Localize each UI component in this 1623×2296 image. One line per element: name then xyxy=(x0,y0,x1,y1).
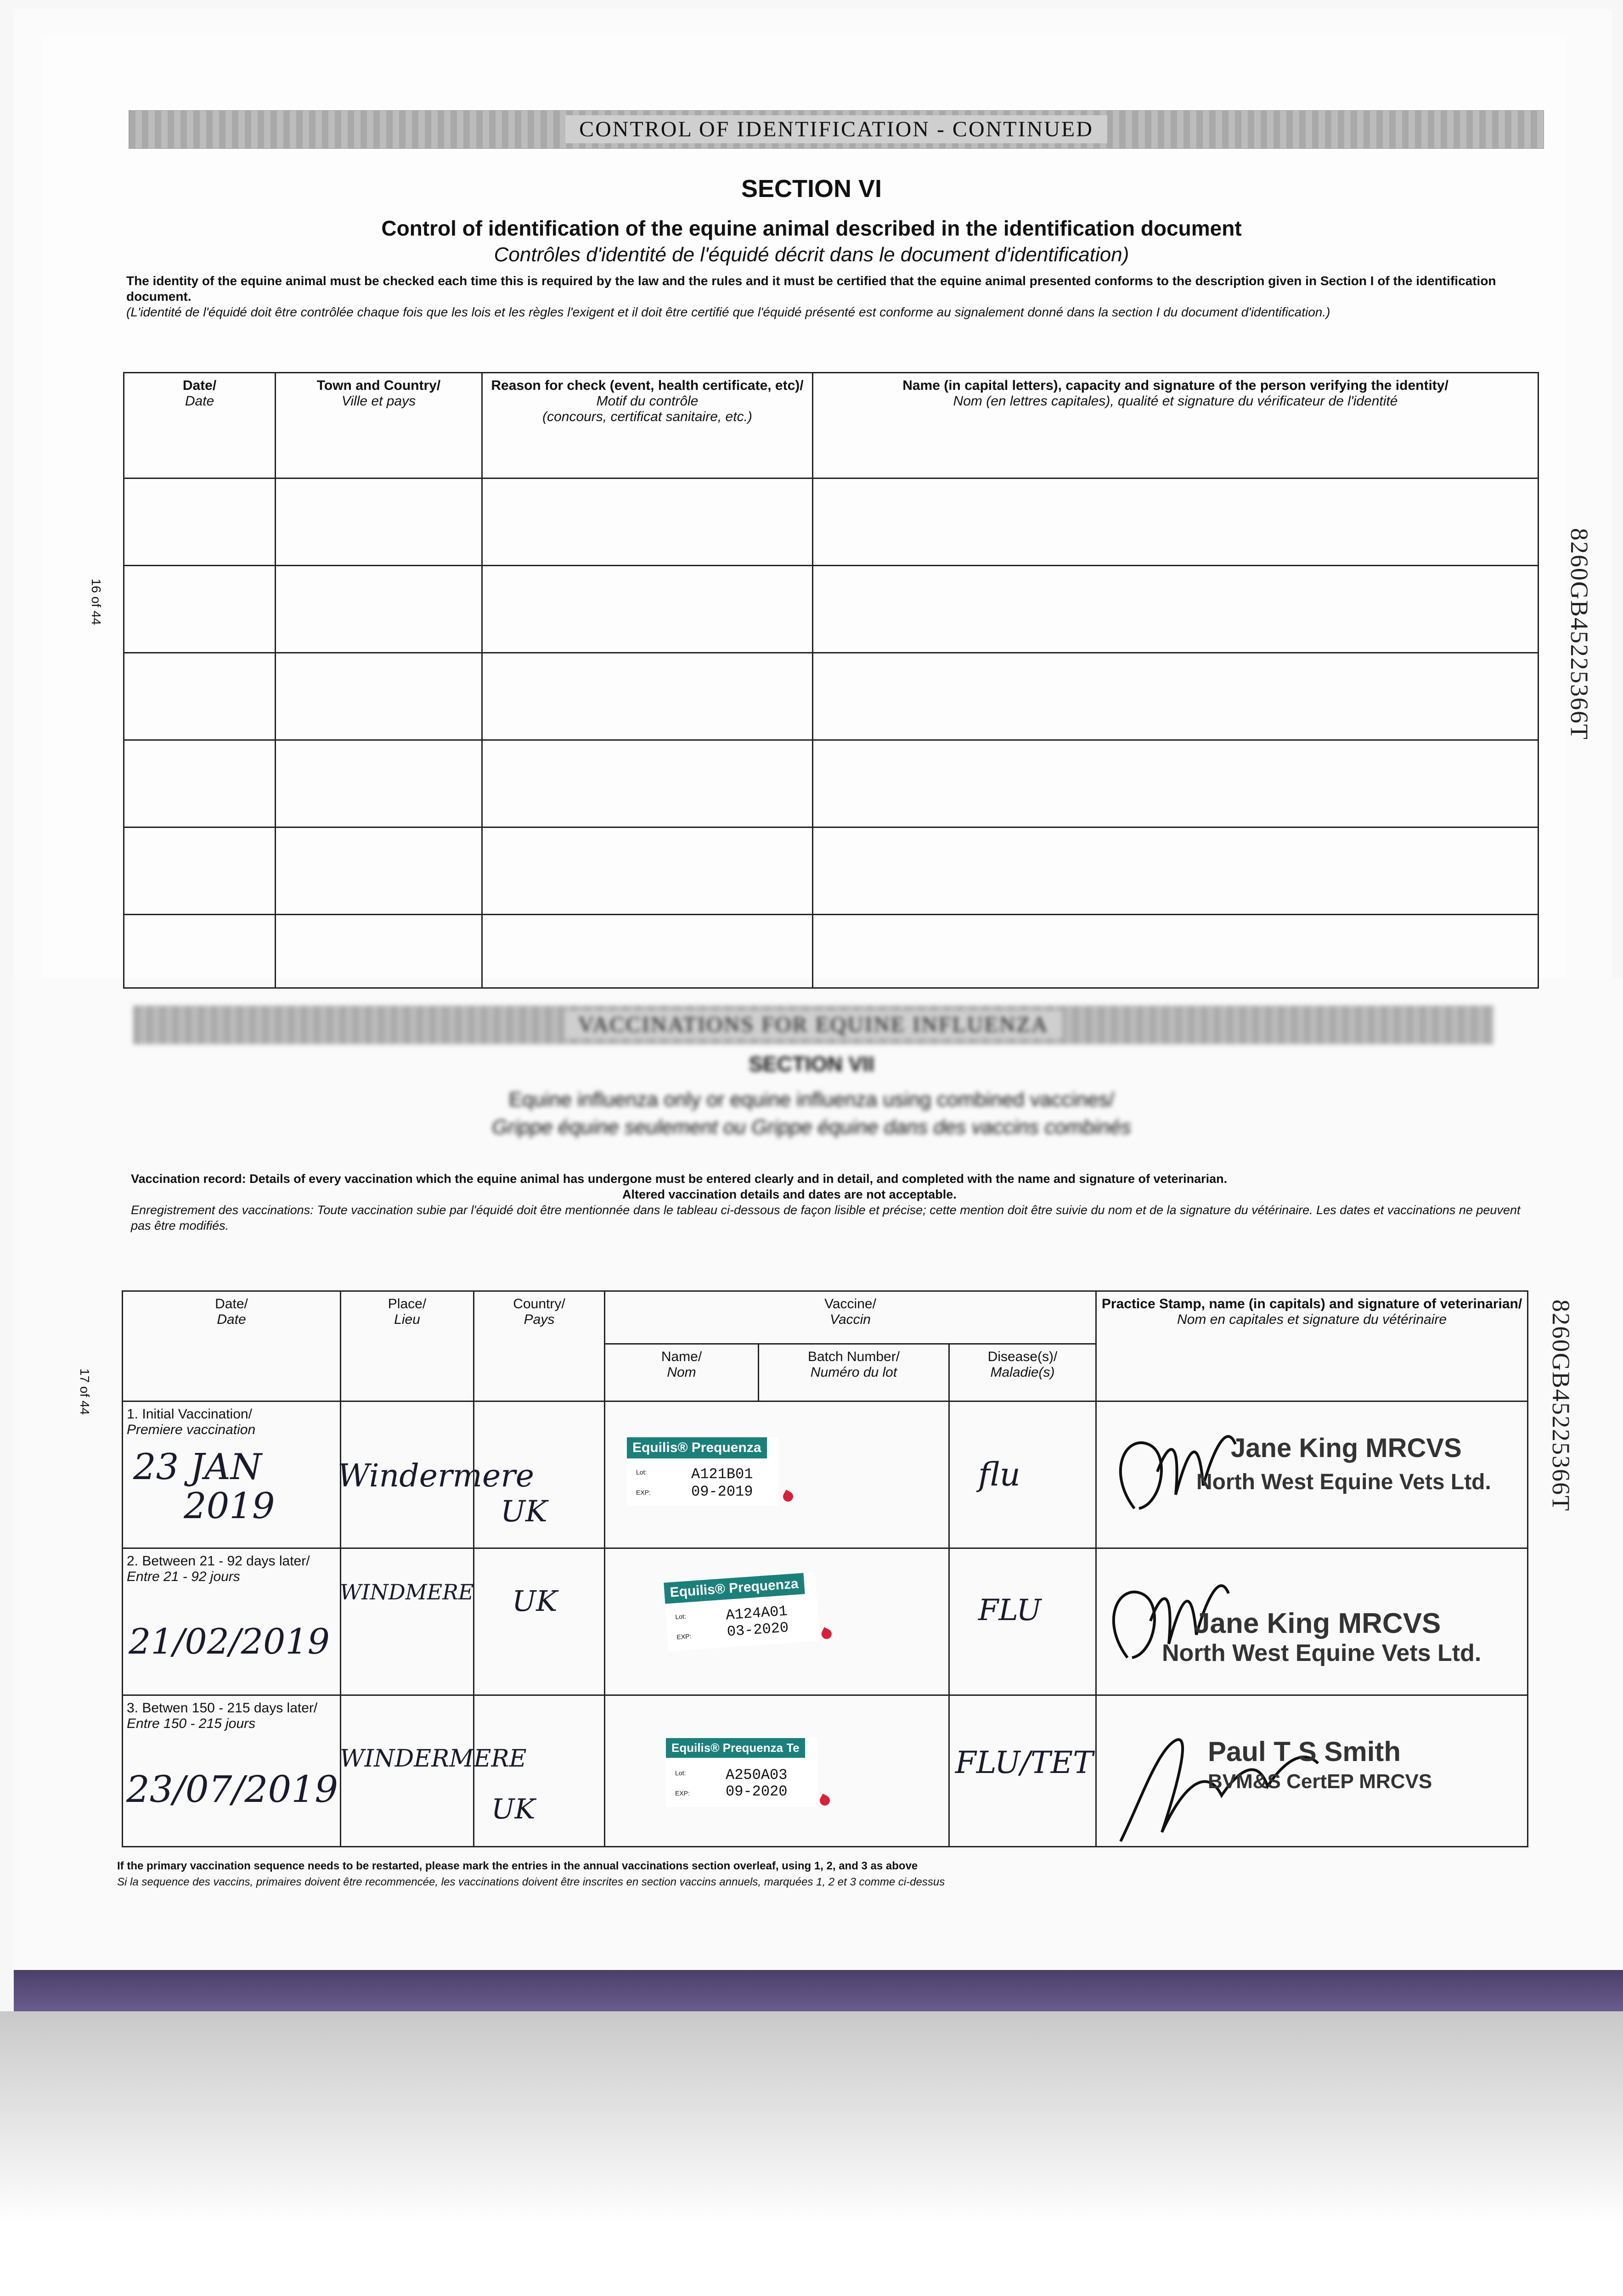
row1-batch: A121B01 xyxy=(691,1466,753,1483)
identity-check-table xyxy=(123,372,1539,989)
section-vi-title: Control of identification of the equine animal described in the identification document xyxy=(381,216,1242,240)
table-row xyxy=(124,740,1538,827)
section-vii-note: Vaccination record: Details of every vaccination which the equine animal has undergone must be entered clearly and in detail, and completed with the name and signature of veterinarian. Altered vaccination details and dates are not acceptable. Enregistrement des vaccinations: Toute vaccination subie par l'équidé doit être mentionnée dans le tableau ci-dessous de façon lisible et précise; cette mention doit être suivie du nom et de la signature du vétérinaire. Les dates et vaccinations ne peuvent pas être modifiés. xyxy=(131,1172,1521,1232)
header-date: Date/ Date xyxy=(123,1291,341,1401)
table-row xyxy=(124,827,1538,915)
table-row xyxy=(124,653,1538,740)
table-row xyxy=(124,915,1538,988)
page-number-16: 16 of 44 xyxy=(89,579,103,625)
row3-expiry: 09-2020 xyxy=(726,1783,788,1800)
binding-edge xyxy=(14,1970,1623,2011)
row1-date-line2: 2019 xyxy=(184,1486,275,1527)
header-date: Date/ Date xyxy=(124,373,276,478)
section-vi-subtitle: Contrôles d'identité de l'équidé décrit dans le document d'identification) xyxy=(494,243,1129,266)
table-row xyxy=(124,478,1538,566)
footnote-en: If the primary vaccination sequence needs to be restarted, please mark the entries in the annual vaccinations section overleaf, using 1, 2, and 3 as above xyxy=(117,1860,918,1872)
table-row: 2. Between 21 - 92 days later/ Entre 21 - 92 jours xyxy=(123,1548,1528,1695)
row1-vaccine-name: Equilis® Prequenza xyxy=(627,1437,767,1458)
row3-disease: FLU/TET xyxy=(955,1745,1093,1780)
table-header-row xyxy=(124,373,1538,478)
row3-vaccine-sticker: Equilis® Prequenza Te Lot: A250A03 EXP: 09-2020 xyxy=(666,1738,817,1807)
row1-place: Windermere xyxy=(338,1458,534,1494)
header-vaccine: Vaccine/ Vaccin xyxy=(605,1291,1096,1344)
header-disease: Disease(s)/ Maladie(s) xyxy=(949,1344,1096,1401)
section-vii-title: Equine influenza only or equine influenza using combined vaccines/ xyxy=(508,1088,1115,1111)
section-vii-subtitle: Grippe équine seulement ou Grippe équine dans des vaccins combinés xyxy=(492,1116,1131,1138)
table-row: 3. Betwen 150 - 215 days later/ Entre 150 - 215 jours xyxy=(123,1695,1528,1847)
row3-country: UK xyxy=(491,1793,535,1825)
header-country: Country/ Pays xyxy=(474,1291,605,1401)
row1-country: UK xyxy=(501,1495,547,1529)
section-vi-note: The identity of the equine animal must be checked each time this is required by the law and the rules and it must be certified that the equine animal presented conforms to the description given in Section I of the identification document. (L'identité de l'équidé doit être contrôlée chaque fois que les lois et les règles l'exigent et il doit être certifié que l'équidé présenté est conforme au signalement donné dans la section I du document d'identification.) xyxy=(126,274,1496,319)
row1-expiry: 09-2019 xyxy=(691,1483,753,1500)
row2-practice: North West Equine Vets Ltd. xyxy=(1162,1640,1482,1666)
row3-practice: BVM&S CertEP MRCVS xyxy=(1208,1770,1432,1793)
row1-vet-name: Jane King MRCVS xyxy=(1231,1433,1462,1463)
vaccinations-banner: VACCINATIONS FOR EQUINE INFLUENZA xyxy=(133,1006,1493,1044)
table-row xyxy=(124,566,1538,653)
row3-batch: A250A03 xyxy=(726,1767,788,1784)
row3-place: WINDERMERE xyxy=(340,1745,527,1773)
header-batch-number: Batch Number/ Numéro du lot xyxy=(759,1344,949,1401)
table-row: 1. Initial Vaccination/ Premiere vaccination xyxy=(123,1401,1528,1548)
row2-batch: A124A01 xyxy=(725,1603,788,1624)
row1-practice: North West Equine Vets Ltd. xyxy=(1196,1470,1491,1494)
row2-place: WINDMERE xyxy=(340,1580,474,1604)
passport-number-top: 8260GB45225366T xyxy=(1566,528,1593,740)
page-number-17: 17 of 44 xyxy=(78,1368,92,1415)
row2-vet-name: Jane King MRCVS xyxy=(1194,1608,1441,1639)
row3-vet-name: Paul T S Smith xyxy=(1208,1736,1401,1767)
header-town-country: Town and Country/ Ville et pays xyxy=(276,373,482,478)
header-practice-stamp: Practice Stamp, name (in capitals) and signature of veterinarian/ Nom en capitales et signature du vétérinaire xyxy=(1096,1291,1528,1401)
row3-date: 23/07/2019 xyxy=(126,1768,338,1811)
row1-disease: flu xyxy=(978,1456,1020,1493)
header-vaccine-name: Name/ Nom xyxy=(605,1344,759,1401)
document-page xyxy=(14,9,1612,2287)
control-identification-banner: CONTROL OF IDENTIFICATION - CONTINUED xyxy=(129,110,1544,149)
row2-date: 21/02/2019 xyxy=(129,1621,330,1662)
section-vi-label: SECTION VI xyxy=(741,175,882,203)
header-reason: Reason for check (event, health certificate, etc)/ Motif du contrôle (concours, certificat sanitaire, etc.) xyxy=(482,373,813,478)
row2-expiry: 03-2020 xyxy=(726,1619,789,1641)
row1-vaccine-sticker: Equilis® Prequenza Lot: A121B01 EXP: 09-2019 xyxy=(627,1437,778,1506)
row2-vaccine-sticker: Equilis® Prequenza Lot: A124A01 EXP: 03-2020 xyxy=(664,1572,820,1652)
scan-margin xyxy=(0,2011,1623,2296)
row3-vaccine-name: Equilis® Prequenza Te xyxy=(666,1738,805,1758)
vaccine-header-row xyxy=(123,1291,1528,1344)
row1-date-line1: 23 JAN xyxy=(133,1446,262,1488)
row2-disease: FLU xyxy=(978,1593,1042,1627)
row2-vaccine-name: Equilis® Prequenza xyxy=(664,1573,805,1604)
header-place: Place/ Lieu xyxy=(341,1291,474,1401)
passport-number-bottom: 8260GB45225366T xyxy=(1547,1300,1575,1512)
header-verifier: Name (in capital letters), capacity and signature of the person verifying the identity/ Nom (en lettres capitales), qualité et signature du vérificateur de l'identité xyxy=(813,373,1538,478)
section-vii-label: SECTION VII xyxy=(749,1052,874,1076)
footnote-fr: Si la sequence des vaccins, primaires doivent être recommencée, les vaccinations doivent être inscrites en section vaccins annuels, marquées 1, 2 et 3 comme ci-dessus xyxy=(117,1876,945,1888)
row2-country: UK xyxy=(512,1584,558,1618)
